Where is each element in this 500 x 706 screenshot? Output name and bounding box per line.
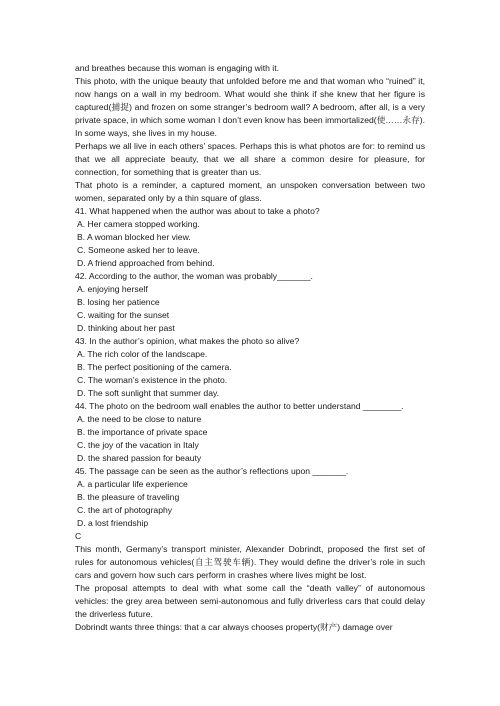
option: C. Someone asked her to leave. <box>77 245 200 255</box>
option: D. thinking about her past <box>77 323 175 333</box>
option: A. enjoying herself <box>77 284 148 294</box>
option: D. the shared passion for beauty <box>77 453 202 463</box>
option: B. The perfect positioning of the camera. <box>77 362 232 372</box>
passage-b-paragraph-4: That photo is a reminder, a captured moment, an unspoken conversation between two women, separated only by a thin square of glass. <box>75 180 425 203</box>
option: C. the art of photography <box>77 505 173 515</box>
question-43 <box>75 335 425 400</box>
question-text: 41. What happened when the author was about to take a photo? <box>75 206 320 216</box>
question-text: 43. In the author’s opinion, what makes the photo so alive? <box>75 336 300 346</box>
option: A. The rich color of the landscape. <box>77 349 208 359</box>
question-45 <box>75 465 425 530</box>
question-text: 44. The photo on the bedroom wall enables the author to better understand ________. <box>75 401 404 411</box>
option: C. waiting for the sunset <box>77 310 170 320</box>
question-44 <box>75 400 425 465</box>
passage-b-paragraph-3: Perhaps we all live in each others’ spaces. Perhaps this is what photos are for: to remind us that we all appreciate beauty, that we all share a common desire for pleasure, for connection, for something that is greater than us. <box>75 141 425 177</box>
option: C. the joy of the vacation in Italy <box>77 440 199 450</box>
passage-c-paragraph-1: This month, Germany’s transport minister, Alexander Dobrindt, proposed the first set of rules for autonomous vehicles(自主驾驶车辆). They would define the driver’s role in such cars and govern how such cars perform in crashes where lives might be lost. <box>75 544 425 580</box>
passage-c-paragraph-3: Dobrindt wants three things: that a car always chooses property(财产) damage over <box>75 622 393 632</box>
option: D. a lost friendship <box>77 518 149 528</box>
passage-b-paragraph-2: This photo, with the unique beauty that unfolded before me and that woman who “ruined” it, now hangs on a wall in my bedroom. What would she think if she knew that her figure is captured(捕捉) and frozen on some stranger’s bedroom wall? A bedroom, after all, is a very private space, in which some woman I don’t even know has been immortalized(使……永存). In some ways, she lives in my house. <box>75 76 425 138</box>
question-42 <box>75 270 425 335</box>
question-text: 42. According to the author, the woman was probably_______. <box>75 271 313 281</box>
option: B. the pleasure of traveling <box>77 492 180 502</box>
option: A. a particular life experience <box>77 479 188 489</box>
document-page <box>75 62 425 634</box>
passage-b-paragraph-1: and breathes because this woman is engaging with it. <box>75 63 279 73</box>
option: A. Her camera stopped working. <box>77 219 200 229</box>
option: B. A woman blocked her view. <box>77 232 191 242</box>
option: B. the importance of private space <box>77 427 208 437</box>
option: D. A friend approached from behind. <box>77 258 215 268</box>
question-41 <box>75 205 425 270</box>
passage-c-heading: C <box>75 531 82 541</box>
passage-c-paragraph-2: The proposal attempts to deal with what some call the “death valley” of autonomous vehicles: the grey area between semi-autonomous and fully driverless cars that could delay the driverless future. <box>75 583 425 619</box>
option: A. the need to be close to nature <box>77 414 202 424</box>
option: C. The woman’s existence in the photo. <box>77 375 228 385</box>
question-text: 45. The passage can be seen as the author’s reflections upon _______. <box>75 466 349 476</box>
option: D. The soft sunlight that summer day. <box>77 388 220 398</box>
option: B. losing her patience <box>77 297 160 307</box>
